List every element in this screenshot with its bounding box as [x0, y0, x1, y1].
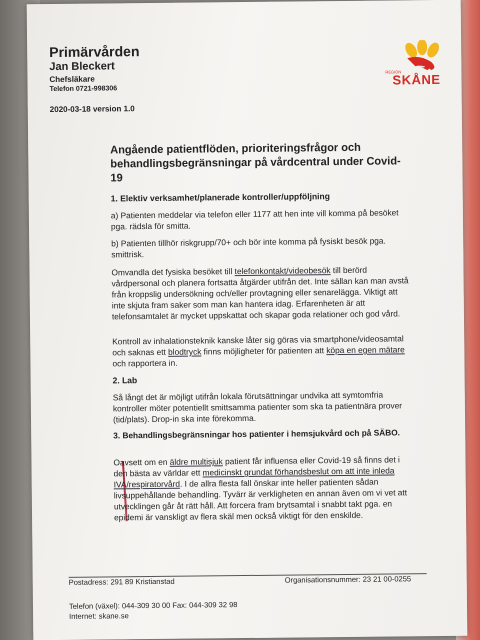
logo-region-label: REGION	[385, 69, 402, 75]
document-page	[27, 0, 468, 640]
document-title: Angående patientflöden, prioriteringsfrågor och behandlingsbegränsningar på vårdcentral under Covid-19	[110, 141, 401, 185]
text-run: och rapportera in.	[112, 357, 178, 369]
section-3-heading: 3. Behandlingsbegränsningar hos patienter i hemsjukvård och på SÄBO.	[113, 427, 401, 441]
underlined-text: telefonkontakt/videobesök	[234, 265, 331, 277]
text-run: patient får influensa eller Covid-19 så finns det i den bästa av världar ett	[113, 454, 400, 479]
section-1-paragraph-1	[111, 264, 412, 322]
underlined-text: blodtryck	[168, 346, 202, 357]
section-1-paragraph-2	[112, 333, 412, 369]
footer-address: Postadress: 291 89 Kristianstad	[68, 576, 175, 587]
section-2-text: Så långt det är möjligt utifrån lokala förutsättningar undvika att symtomfria kontroller möter potentiellt smittsamma patienter som ska ta patientnära prover (tid/plats). Drop-in ska inte förekomma.	[112, 389, 403, 425]
text-run: Kontroll av inhalationsteknik kanske låter sig göras via smartphone/videosamtal och saknas ett	[112, 333, 404, 358]
underlined-text: köpa en egen mätare	[326, 344, 405, 356]
text-run: . I de allra flesta fall önskar inte heller patienten sådan livsuppehållande behandling. Tyvärr är verkligheten en annan även om vi vet att utvecklingen går åt rätt håll. Att forcera fram brytsamtal i snabbt takt pga. en epidemi är vanskligt av flera skäl men också viktigt för den enskilde.	[113, 476, 408, 523]
underlined-text: medicinskt grundat förhandsbeslut om att inte inleda IVA/respiratorvård	[113, 465, 395, 490]
author-phone: Telefon 0721-998306	[49, 85, 118, 94]
footer-phone: Telefon (växel): 044-309 30 00 Fax: 044-309 32 98	[68, 600, 238, 611]
footer-web: Internet: skane.se	[69, 611, 129, 621]
logo-wordmark: SKÅNE	[392, 71, 441, 88]
text-run: finns möjligheter för patienten att	[201, 345, 327, 357]
text-run: Omvandla det fysiska besöket till	[111, 266, 235, 278]
document-date: 2020-03-18 version 1.0	[49, 104, 135, 115]
section-1-item-a: a) Patienten meddelar via telefon eller 1177 att hen inte vill komma på besöket pga. rädsla för smitta.	[110, 207, 399, 232]
org-name: Primärvården	[49, 43, 140, 61]
author-name: Jan Bleckert	[49, 60, 115, 74]
underlined-text: äldre multisjuk	[169, 456, 223, 467]
footer-orgnr: Organisationsnummer: 23 21 00-0255	[284, 574, 412, 585]
section-2-heading: 2. Lab	[112, 375, 138, 386]
section-1-item-b: b) Patienten tillhör riskgrupp/70+ och bör inte komma på fysiskt besök pga. smittrisk.	[111, 235, 386, 260]
author-role: Chefsläkare	[49, 74, 95, 85]
section-3-text	[113, 454, 414, 523]
text-run: Oavsett om en	[113, 456, 170, 468]
section-1-heading: 1. Elektiv verksamhet/planerade kontroller/uppföljning	[110, 191, 330, 204]
text-run: till berörd vårdpersonal och planera fortsatta åtgärder utifrån det. Inte sällan kan man avstå från kroppslig undersökning och/eller provtagning eller senarelägga. Viktigt att inte skjuta fram saker som man kan hantera idag. Erfarenheten är att telefonsamtalet är mycket uppskattat och skapar goda relationer och god vård.	[111, 264, 409, 322]
